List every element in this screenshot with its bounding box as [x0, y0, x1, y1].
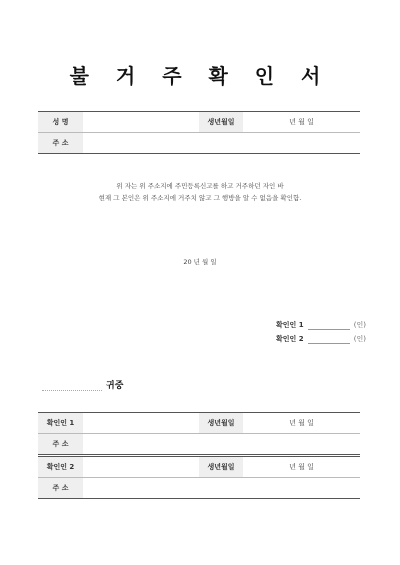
confirmer-1-signature — [276, 320, 366, 330]
confirmer-1-seal: (인) — [353, 321, 366, 329]
name-field[interactable] — [83, 112, 199, 133]
recipient-blank[interactable] — [42, 382, 102, 391]
confirmer-2-birth-field[interactable]: 년 월 일 — [243, 457, 360, 478]
statement-text — [0, 180, 400, 204]
confirmer-2-address-field[interactable] — [83, 478, 360, 499]
confirmer-1-birth-field[interactable]: 년 월 일 — [243, 413, 360, 434]
confirmer-1-name-field[interactable] — [83, 413, 199, 434]
confirmer-1-address-label: 주 소 — [38, 434, 83, 455]
confirmer-2-birth-label: 생년월일 — [199, 457, 243, 478]
confirmer-2-label: 확인인 2 — [276, 335, 304, 343]
confirmer-1-sign-line[interactable] — [308, 321, 350, 330]
confirmer-2-address-label: 주 소 — [38, 478, 83, 499]
confirmer-2-table — [38, 456, 360, 499]
confirmer-2-name-field[interactable] — [83, 457, 199, 478]
issue-date: 20 년 월 일 — [183, 258, 217, 266]
birth-field[interactable]: 년 월 일 — [243, 112, 360, 133]
confirmer-2-signature — [276, 334, 366, 344]
statement-line-2: 현재 그 본인은 위 주소지에 거주치 않고 그 행방을 알 수 없음을 확인함. — [98, 194, 302, 202]
statement-line-1: 위 자는 위 주소지에 주민등록신고를 하고 거주하던 자인 바 — [116, 182, 284, 190]
name-label: 성 명 — [38, 112, 83, 133]
document-title: 불 거 주 확 인 서 — [69, 64, 331, 88]
birth-label: 생년월일 — [199, 112, 243, 133]
address-label: 주 소 — [38, 133, 83, 154]
person-info-table — [38, 111, 360, 154]
recipient-line — [42, 378, 142, 391]
confirmer-1-birth-label: 생년월일 — [199, 413, 243, 434]
confirmer-2-seal: (인) — [353, 335, 366, 343]
confirmer-1-table-label: 확인인 1 — [38, 413, 83, 434]
confirmer-1-table — [38, 412, 360, 455]
confirmer-1-address-field[interactable] — [83, 434, 360, 455]
confirmer-1-label: 확인인 1 — [276, 321, 304, 329]
address-field[interactable] — [83, 133, 360, 154]
confirmer-2-table-label: 확인인 2 — [38, 457, 83, 478]
recipient-suffix: 귀중 — [106, 381, 124, 391]
confirmer-2-sign-line[interactable] — [308, 335, 350, 344]
